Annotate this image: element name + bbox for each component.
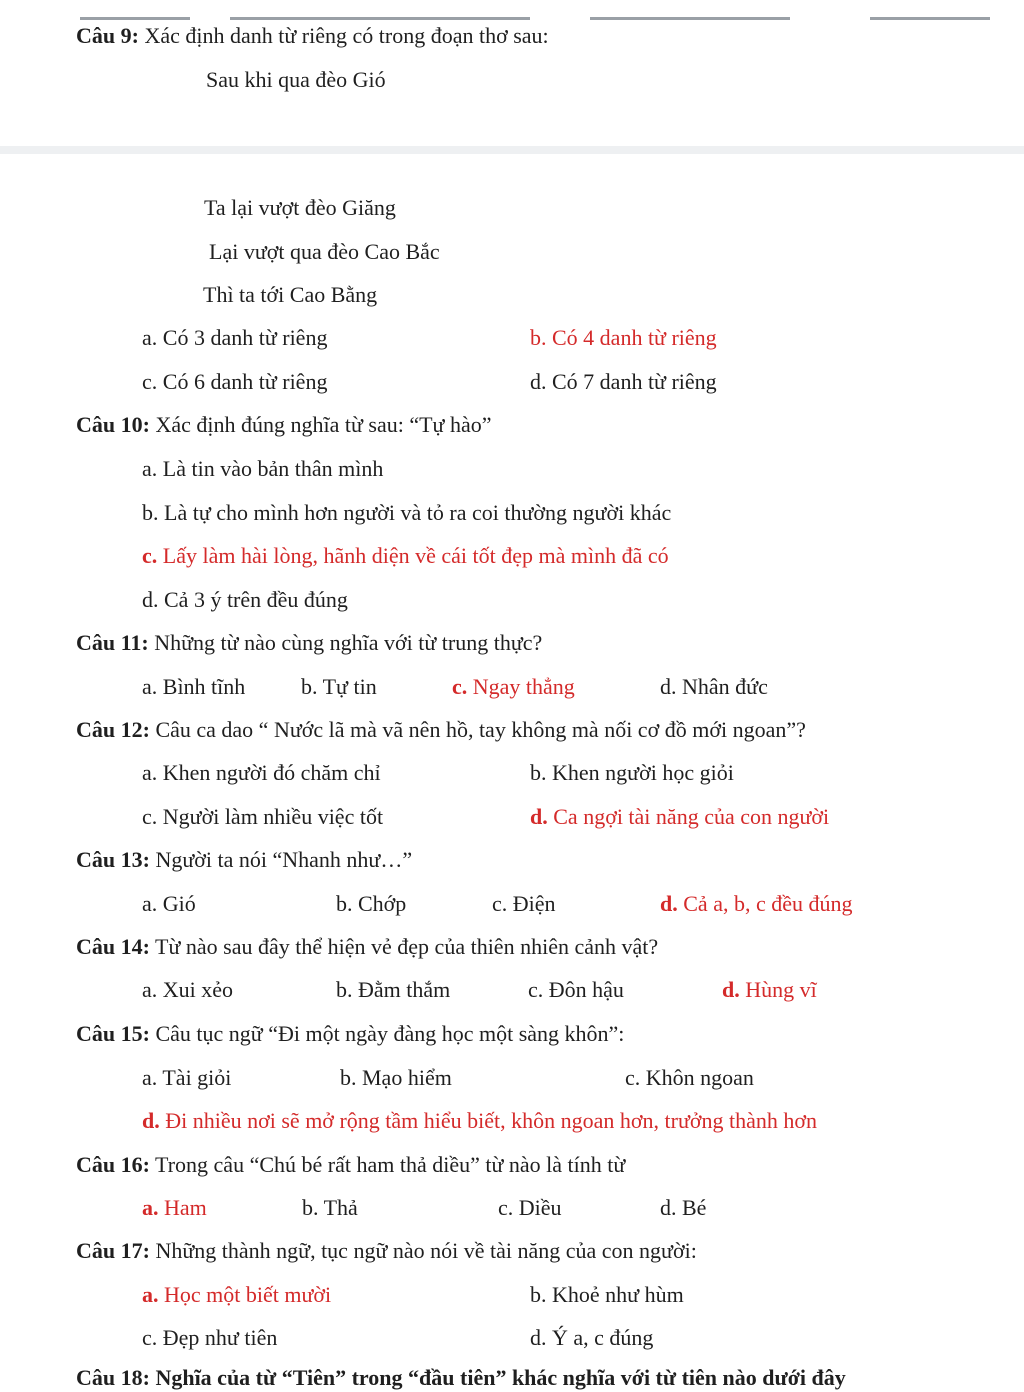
- option-b: b. Khoẻ như hùm: [530, 1282, 684, 1307]
- cut-off-next-line: [0, 1364, 1024, 1390]
- question-text: Người ta nói “Nhanh như…”: [149, 847, 413, 872]
- option-a: a. Gió: [142, 891, 196, 916]
- option-text: Học một biết mười: [158, 1282, 332, 1307]
- option-c: c. Khôn ngoan: [625, 1065, 754, 1090]
- option-c: c. Đẹp như tiên: [142, 1325, 278, 1350]
- option-d-correct: [722, 976, 817, 1004]
- option-a-correct: [142, 1281, 331, 1309]
- option-c: c. Có 6 danh từ riêng: [142, 369, 328, 394]
- option-letter: a.: [142, 1282, 159, 1307]
- question-number: Câu 16:: [76, 1152, 150, 1177]
- poem-line-2: Ta lại vượt đèo Giăng: [204, 195, 396, 220]
- option-letter: c.: [452, 674, 468, 699]
- option-c: c. Điện: [492, 891, 556, 916]
- option-c-correct: [452, 673, 575, 701]
- cut-off-text: Câu 18: Nghĩa của từ “Tiên” trong “đầu tiên” khác nghĩa với từ tiên nào dưới đây: [76, 1365, 846, 1390]
- option-a: a. Khen người đó chăm chỉ: [142, 760, 381, 785]
- question-text: Trong câu “Chú bé rất ham thả diều” từ nào là tính từ: [149, 1152, 626, 1177]
- poem-line-4: Thì ta tới Cao Bằng: [203, 282, 378, 307]
- option-text: Cả a, b, c đều đúng: [677, 891, 853, 916]
- question-17: [76, 1237, 697, 1265]
- question-text: Những thành ngữ, tục ngữ nào nói về tài năng của con người:: [149, 1238, 697, 1263]
- question-number: Câu 9:: [76, 23, 139, 48]
- option-d: d. Nhân đức: [660, 674, 768, 699]
- option-d: d. Cả 3 ý trên đều đúng: [142, 587, 348, 612]
- option-b: b. Là tự cho mình hơn người và tỏ ra coi thường người khác: [142, 500, 672, 525]
- option-c: c. Người làm nhiều việc tốt: [142, 804, 384, 829]
- option-b-correct: b. Có 4 danh từ riêng: [530, 325, 717, 350]
- option-letter: c.: [142, 543, 158, 568]
- question-13: [76, 846, 412, 874]
- question-9: [76, 22, 549, 50]
- question-text: Câu tục ngữ “Đi một ngày đàng học một sàng khôn”:: [149, 1021, 625, 1046]
- option-a: a. Có 3 danh từ riêng: [142, 325, 328, 350]
- question-number: Câu 10:: [76, 412, 150, 437]
- option-c: c. Diều: [498, 1195, 562, 1220]
- cut-off-previous-line: [0, 0, 1024, 6]
- option-letter: d.: [722, 977, 740, 1002]
- page-divider: [0, 146, 1024, 154]
- option-text: Hùng vĩ: [739, 977, 817, 1002]
- option-a-correct: [142, 1194, 207, 1222]
- option-a: a. Là tin vào bản thân mình: [142, 456, 384, 481]
- option-letter: d.: [530, 804, 548, 829]
- option-c-correct: [142, 542, 669, 570]
- option-d: d. Ý a, c đúng: [530, 1325, 654, 1350]
- option-letter: d.: [142, 1108, 160, 1133]
- option-letter: d.: [660, 891, 678, 916]
- option-text: Ham: [158, 1195, 207, 1220]
- question-text: Xác định danh từ riêng có trong đoạn thơ sau:: [138, 23, 549, 48]
- question-number: Câu 17:: [76, 1238, 150, 1263]
- question-number: Câu 11:: [76, 630, 149, 655]
- option-b: b. Thả: [302, 1195, 358, 1220]
- option-b: b. Mạo hiểm: [340, 1065, 452, 1090]
- option-text: Lấy làm hài lòng, hãnh diện về cái tốt đẹp mà mình đã có: [157, 543, 669, 568]
- question-number: Câu 12:: [76, 717, 150, 742]
- option-d-correct: [660, 890, 852, 918]
- option-a: a. Tài giỏi: [142, 1065, 232, 1090]
- question-12: [76, 716, 806, 744]
- option-b: b. Khen người học giỏi: [530, 760, 734, 785]
- option-a: a. Xui xẻo: [142, 977, 234, 1002]
- question-text: Xác định đúng nghĩa từ sau: “Tự hào”: [149, 412, 492, 437]
- question-number: Câu 13:: [76, 847, 150, 872]
- question-11: [76, 629, 542, 657]
- option-b: b. Đằm thắm: [336, 977, 451, 1002]
- question-15: [76, 1020, 624, 1048]
- question-number: Câu 15:: [76, 1021, 150, 1046]
- option-b: b. Chớp: [336, 891, 407, 916]
- question-number: Câu 14:: [76, 934, 150, 959]
- question-16: [76, 1151, 625, 1179]
- option-d-correct: [530, 803, 829, 831]
- option-d: d. Có 7 danh từ riêng: [530, 369, 717, 394]
- option-d: d. Bé: [660, 1195, 707, 1220]
- poem-line-3: Lại vượt qua đèo Cao Bắc: [209, 239, 440, 264]
- question-10: [76, 411, 492, 439]
- question-14: [76, 933, 658, 961]
- question-text: Những từ nào cùng nghĩa với từ trung thực?: [148, 630, 543, 655]
- option-a: a. Bình tĩnh: [142, 674, 246, 699]
- poem-line-1: Sau khi qua đèo Gió: [206, 67, 386, 92]
- option-c: c. Đôn hậu: [528, 977, 624, 1002]
- option-text: Ca ngợi tài năng của con người: [547, 804, 830, 829]
- option-text: Đi nhiều nơi sẽ mở rộng tầm hiểu biết, khôn ngoan hơn, trưởng thành hơn: [159, 1108, 818, 1133]
- option-letter: a.: [142, 1195, 159, 1220]
- question-text: Từ nào sau đây thể hiện vẻ đẹp của thiên nhiên cảnh vật?: [149, 934, 659, 959]
- option-d-correct: [142, 1107, 817, 1135]
- option-text: Ngay thẳng: [467, 674, 575, 699]
- option-b: b. Tự tin: [301, 674, 377, 699]
- question-text: Câu ca dao “ Nước lã mà vã nên hồ, tay không mà nối cơ đồ mới ngoan”?: [149, 717, 806, 742]
